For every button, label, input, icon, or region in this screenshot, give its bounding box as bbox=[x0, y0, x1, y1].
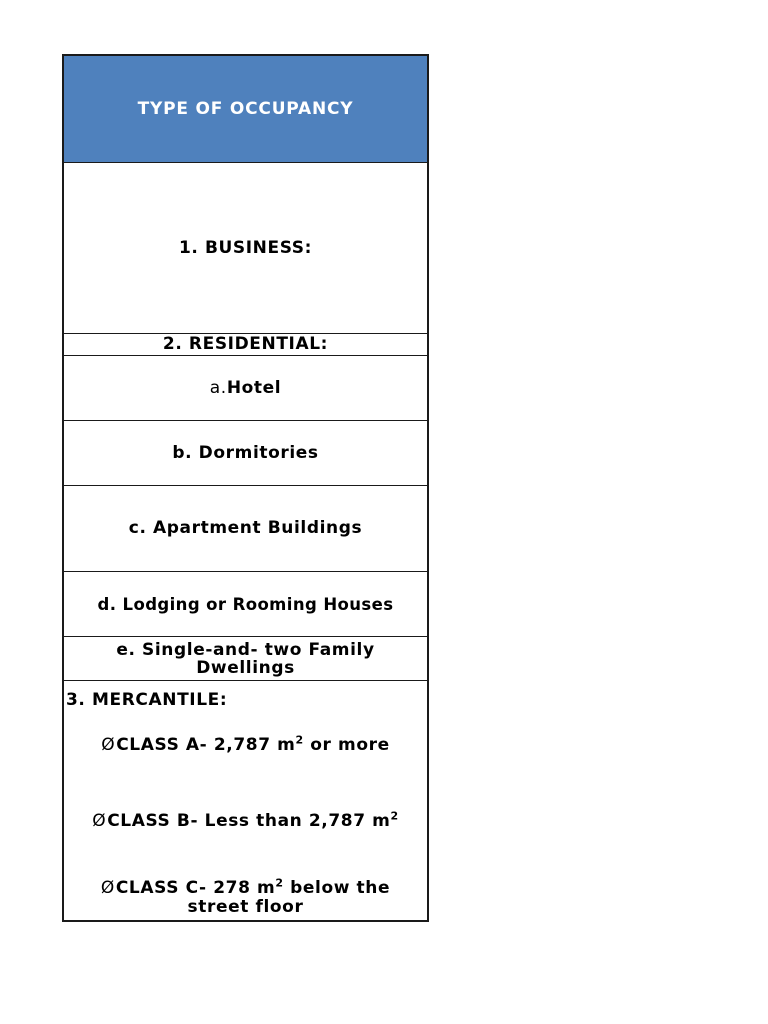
row-label-single-family: e. Single-and- two Family Dwellings bbox=[116, 639, 375, 678]
table-row-single-family bbox=[64, 637, 427, 681]
class-c-tail: below the street floor bbox=[187, 878, 391, 917]
bullet-icon: Ø bbox=[101, 735, 116, 755]
table-row-mercantile bbox=[64, 681, 427, 920]
row-label-hotel: Hotel bbox=[226, 377, 282, 398]
mercantile-class-b bbox=[64, 809, 427, 831]
row-label-dormitories: b. Dormitories bbox=[172, 442, 319, 463]
table-row-dormitories bbox=[64, 421, 427, 486]
row-label-business: 1. BUSINESS: bbox=[178, 237, 313, 258]
class-c-superscript: 2 bbox=[275, 876, 284, 890]
class-b-label: CLASS B- Less than 2,787 m bbox=[107, 811, 391, 831]
mercantile-class-a bbox=[64, 733, 427, 755]
row-prefix-hotel: a. bbox=[209, 377, 227, 398]
class-b-superscript: 2 bbox=[390, 809, 399, 823]
bullet-icon: Ø bbox=[92, 811, 107, 831]
class-c-label: CLASS C- 278 m bbox=[115, 878, 276, 898]
table-row-residential bbox=[64, 334, 427, 356]
class-a-label: CLASS A- 2,787 m bbox=[116, 735, 296, 755]
class-a-superscript: 2 bbox=[295, 733, 304, 747]
row-label-residential: 2. RESIDENTIAL: bbox=[162, 334, 329, 354]
header-title: TYPE OF OCCUPANCY bbox=[137, 98, 354, 119]
mercantile-title: 3. MERCANTILE: bbox=[66, 690, 228, 710]
row-label-apartment: c. Apartment Buildings bbox=[128, 518, 363, 538]
table-header bbox=[64, 56, 427, 163]
table-row-apartment bbox=[64, 486, 427, 572]
class-a-tail: or more bbox=[303, 735, 390, 755]
table-row-business bbox=[64, 163, 427, 334]
table-row-hotel bbox=[64, 356, 427, 421]
row-label-lodging: d. Lodging or Rooming Houses bbox=[97, 594, 394, 614]
table-row-lodging bbox=[64, 572, 427, 637]
bullet-icon: Ø bbox=[100, 878, 115, 898]
occupancy-table bbox=[62, 54, 429, 922]
mercantile-class-c bbox=[64, 876, 427, 917]
